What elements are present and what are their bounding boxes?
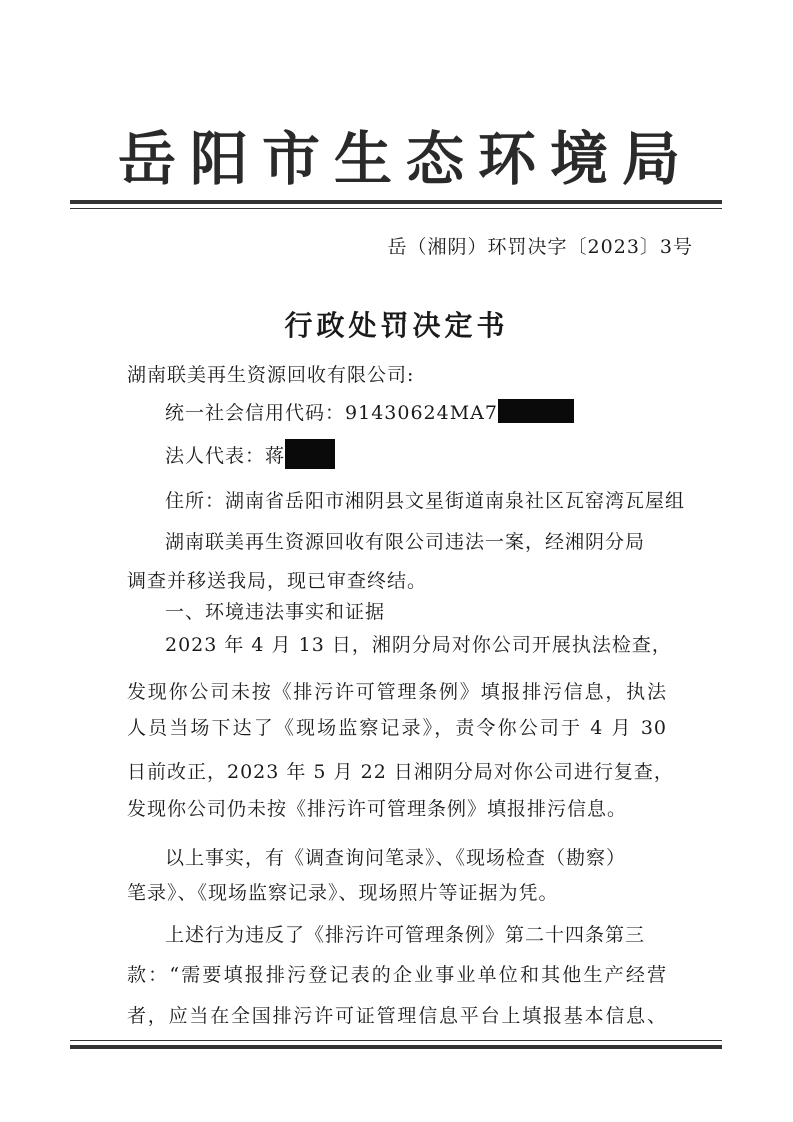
law-line: 款：“需要填报排污登记表的企业事业单位和其他生产经营: [127, 964, 667, 986]
address-line: 住所：湖南省岳阳市湘阴县文星街道南泉社区瓦窑湾瓦屋组: [165, 490, 686, 512]
evidence-line: 以上事实，有《调查询问笔录》、《现场检查（勘察）: [165, 847, 627, 869]
document-title: 行政处罚决定书: [284, 309, 509, 342]
document-number: 岳（湘阴）环罚决字〔2023〕3号: [387, 236, 693, 258]
credit-code-label: 统一社会信用代码：: [165, 402, 346, 424]
legal-rep-value: 蒋: [265, 445, 286, 467]
intro-line: 湖南联美再生资源回收有限公司违法一案，经湘阴分局: [165, 531, 646, 553]
facts-line: 发现你公司未按《排污许可管理条例》填报排污信息，执法: [127, 681, 667, 703]
party-name: 湖南联美再生资源回收有限公司:: [127, 364, 415, 386]
redaction-box: [285, 439, 335, 469]
facts-line: 发现你公司仍未按《排污许可管理条例》填报排污信息。: [127, 798, 628, 820]
facts-line: 2023 年 4 月 13 日，湘阴分局对你公司开展执法检查，: [165, 634, 672, 656]
redaction-box: [498, 399, 574, 423]
legal-rep-label: 法人代表：: [165, 445, 266, 467]
credit-code-line: [165, 398, 574, 425]
credit-code-value: 91430624MA7: [345, 402, 498, 424]
header-rule-thick: [70, 200, 722, 204]
agency-letterhead: 岳阳市生态环境局: [117, 125, 694, 193]
footer-rule-thin: [70, 1040, 722, 1041]
evidence-line: 笔录》、《现场监察记录》、现场照片等证据为凭。: [127, 882, 559, 904]
intro-line: 调查并移送我局，现已审查终结。: [127, 570, 428, 592]
facts-line: 日前改正，2023 年 5 月 22 日湘阴分局对你公司进行复查，: [127, 761, 674, 783]
law-line: 上述行为违反了《排污许可管理条例》第二十四条第三: [165, 924, 646, 946]
legal-rep-line: [165, 439, 335, 469]
law-line: 者，应当在全国排污许可证管理信息平台上填报基本信息、: [127, 1005, 667, 1027]
facts-line: 人员当场下达了《现场监察记录》，责令你公司于 4 月 30: [127, 717, 667, 739]
section-heading: 一、环境违法事实和证据: [165, 601, 386, 623]
footer-rule-thick: [70, 1045, 722, 1049]
header-rule-thin: [70, 208, 722, 209]
